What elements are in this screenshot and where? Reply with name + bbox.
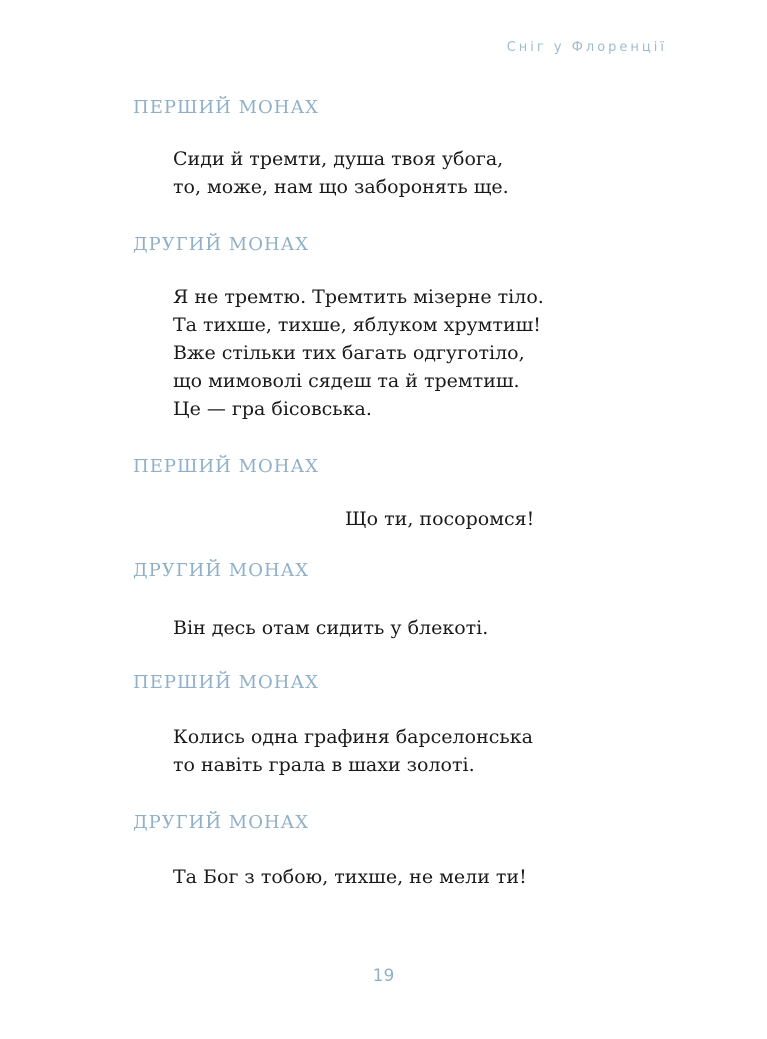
verse-line: Це — гра бісовська. — [173, 398, 372, 420]
running-head: Сніг у Флоренції — [506, 40, 667, 55]
speaker-name: ПЕРШИЙ МОНАХ — [133, 97, 319, 118]
verse-stanza — [345, 505, 534, 533]
verse-line: Сиди й тремти, душа твоя убога, — [173, 148, 504, 170]
speaker-name: ДРУГИЙ МОНАХ — [133, 234, 310, 255]
verse-line: Та тихше, тихше, яблуком хрумтиш! — [173, 314, 541, 336]
verse-stanza — [173, 723, 533, 779]
verse-line: Колись одна графиня барселонська — [173, 726, 533, 748]
verse-line: Я не тремтю. Тремтить мізерне тіло. — [173, 286, 544, 308]
speaker-name: ПЕРШИЙ МОНАХ — [133, 672, 319, 693]
verse-line: то, може, нам що заборонять ще. — [173, 176, 509, 198]
verse-line: Він десь отам сидить у блекоті. — [173, 617, 489, 639]
verse-line: Вже стільки тих багать одгуготіло, — [173, 342, 525, 364]
speaker-name: ДРУГИЙ МОНАХ — [133, 812, 310, 833]
verse-line: то навіть грала в шахи золоті. — [173, 754, 475, 776]
speaker-name: ПЕРШИЙ МОНАХ — [133, 456, 319, 477]
verse-stanza — [173, 614, 488, 642]
verse-stanza — [173, 145, 509, 201]
verse-line: Що ти, посоромся! — [345, 508, 535, 530]
verse-stanza — [173, 283, 544, 423]
verse-line: що мимоволі сядеш та й тремтиш. — [173, 370, 520, 392]
speaker-name: ДРУГИЙ МОНАХ — [133, 560, 310, 581]
verse-line: Та Бог з тобою, тихше, не мели ти! — [173, 866, 527, 888]
page-number: 19 — [372, 966, 395, 986]
verse-stanza — [173, 863, 527, 891]
